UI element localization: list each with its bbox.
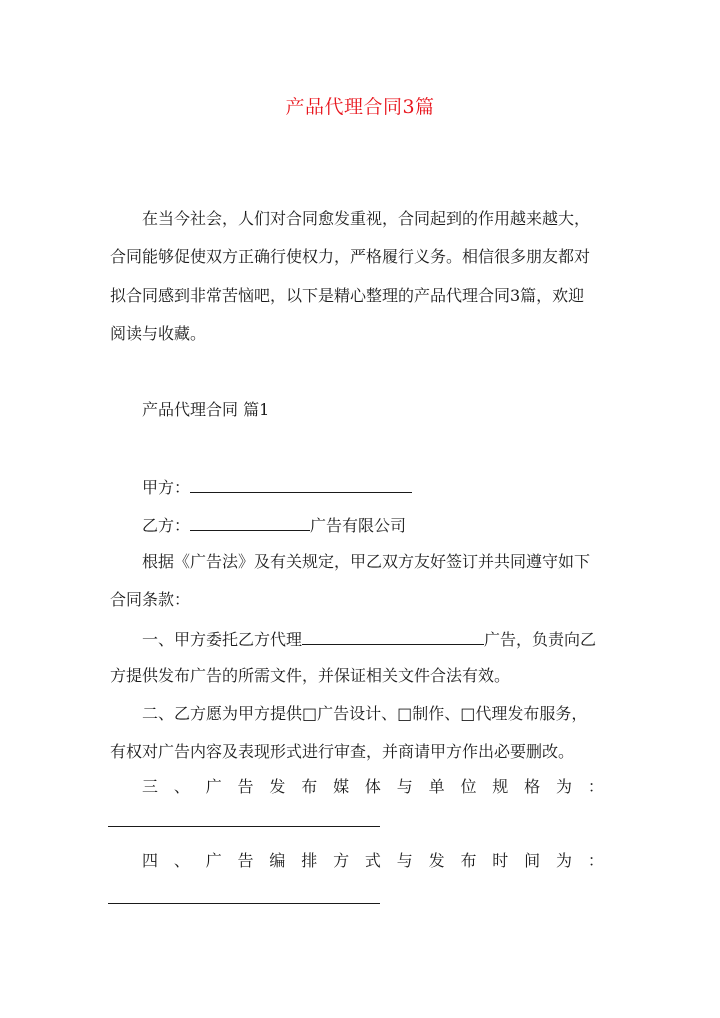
clause-4-char: 时 xyxy=(492,851,509,870)
document-title: 产品代理合同3篇 xyxy=(285,96,435,118)
party-b-blank xyxy=(190,514,310,531)
intro-line-4: 阅读与收藏。 xyxy=(110,324,207,343)
clause-3-char: 布 xyxy=(301,777,318,796)
clause-4-char: 四 xyxy=(142,851,159,870)
clause-4-char: ： xyxy=(587,851,604,870)
clause-3-char: 告 xyxy=(237,777,254,796)
clause-3-char: 广 xyxy=(205,777,222,796)
clause-3-char: 为 xyxy=(555,777,572,796)
clause-4-blank xyxy=(108,903,380,904)
clause-1-prefix: 一、甲方委托乙方代理 xyxy=(142,630,303,649)
clause-3-char: 位 xyxy=(460,777,477,796)
intro-line-3: 拟合同感到非常苦恼吧，以下是精心整理的产品代理合同3篇，欢迎 xyxy=(110,286,585,305)
clause-4-char: 排 xyxy=(301,851,318,870)
clause-3-char: 、 xyxy=(173,777,190,796)
basis-line-1: 根据《广告法》及有关规定，甲乙双方友好签订并共同遵守如下 xyxy=(142,552,591,571)
clause-4-char: 间 xyxy=(524,851,541,870)
clause-2-line-1: 二、乙方愿为甲方提供□广告设计、□制作、□代理发布服务， xyxy=(142,704,588,723)
party-a-label: 甲方： xyxy=(142,478,191,497)
basis-line-2: 合同条款： xyxy=(110,590,191,609)
clause-4-char: 布 xyxy=(460,851,477,870)
clause-3-char: ： xyxy=(587,777,604,796)
clause-3-blank xyxy=(108,826,380,827)
clause-3-char: 体 xyxy=(364,777,381,796)
clause-3-char: 格 xyxy=(524,777,541,796)
clause-4-char: 发 xyxy=(428,851,445,870)
party-b-label: 乙方： xyxy=(142,516,191,535)
clause-4-heading xyxy=(142,851,604,871)
party-b-suffix: 广告有限公司 xyxy=(310,516,407,535)
clause-3-char: 三 xyxy=(142,777,159,796)
clause-4-char: 告 xyxy=(237,851,254,870)
party-a-blank xyxy=(190,476,412,493)
clause-4-char: 式 xyxy=(364,851,381,870)
clause-3-char: 单 xyxy=(428,777,445,796)
party-b-line xyxy=(142,514,406,536)
clause-4-char: 与 xyxy=(396,851,413,870)
clause-4-char: 、 xyxy=(173,851,190,870)
party-a-line xyxy=(142,476,412,498)
clause-4-char: 编 xyxy=(269,851,286,870)
clause-4-char: 为 xyxy=(555,851,572,870)
clause-1-blank xyxy=(302,628,484,645)
clause-1-line-1 xyxy=(142,628,596,650)
intro-line-2: 合同能够促使双方正确行使权力，严格履行义务。相信很多朋友都对 xyxy=(110,247,591,266)
section-heading: 产品代理合同 篇1 xyxy=(142,400,270,419)
clause-1-line-2: 方提供发布广告的所需文件，并保证相关文件合法有效。 xyxy=(110,666,511,685)
clause-4-char: 方 xyxy=(333,851,350,870)
clause-3-heading xyxy=(142,777,604,797)
clause-2-line-2: 有权对广告内容及表现形式进行审查，并商请甲方作出必要删改。 xyxy=(110,742,575,761)
clause-4-char: 广 xyxy=(205,851,222,870)
clause-1-suffix: 广告，负责向乙 xyxy=(484,630,597,649)
intro-line-1: 在当今社会，人们对合同愈发重视，合同起到的作用越来越大， xyxy=(142,209,591,228)
clause-3-char: 媒 xyxy=(333,777,350,796)
clause-3-char: 规 xyxy=(492,777,509,796)
clause-3-char: 与 xyxy=(396,777,413,796)
clause-3-char: 发 xyxy=(269,777,286,796)
